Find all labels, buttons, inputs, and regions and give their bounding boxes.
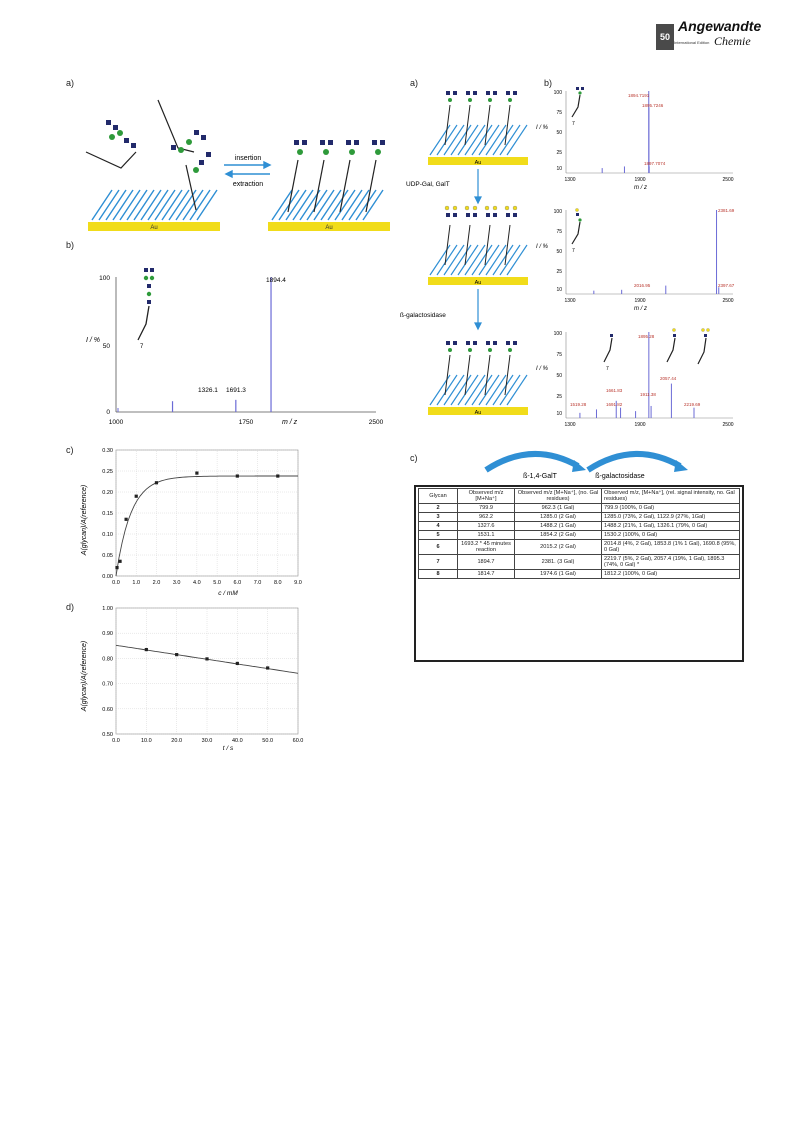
ms-xlabel: m / z xyxy=(282,419,298,426)
x-tick-label: 0.0 xyxy=(112,738,120,744)
fit-curve xyxy=(116,476,298,576)
spec1-ylabel: I / % xyxy=(536,125,549,131)
step1-label: UDP-Gal, GalT xyxy=(406,181,450,188)
x-tick-label: 9.0 xyxy=(294,580,302,586)
x-tick-label: 30.0 xyxy=(201,738,213,744)
decay-chart-plot xyxy=(102,606,303,744)
table-cell: 1488.2 (1 Gal) xyxy=(515,522,602,531)
right-panel-b-label: b) xyxy=(544,78,553,88)
data-point xyxy=(276,474,279,477)
table-cell: 1488.2 (21%, 1 Gal), 1326.1 (79%, 0 Gal) xyxy=(602,522,740,531)
table-cell: 2015.2 (2 Gal) xyxy=(515,540,602,555)
ms-ytick: 0 xyxy=(106,409,110,416)
ms-peak-label: 1894.4 xyxy=(266,277,286,284)
left-panel-b-label: b) xyxy=(66,240,75,250)
table-cell: 2381. (3 Gal) xyxy=(515,555,602,570)
table-cell: 1530.2 (100%, 0 Gal) xyxy=(602,531,740,540)
spec3-xtick: 1900 xyxy=(634,422,646,428)
x-tick-label: 5.0 xyxy=(213,580,221,586)
spec1-xlabel: m / z xyxy=(634,185,647,191)
table-cell: 2219.7 (5%, 2 Gal), 2057.4 (19%, 1 Gal), 1895.3 (74%, 0 Gal) * xyxy=(602,555,740,570)
data-point xyxy=(236,474,239,477)
spec3-ytick: 75 xyxy=(556,352,562,358)
table-cell: 6 xyxy=(419,540,458,555)
x-tick-label: 2.0 xyxy=(152,580,161,586)
spec2-ytick: 75 xyxy=(556,229,562,235)
glycan-symbols-right xyxy=(294,140,385,155)
flow-arrow-2 xyxy=(475,289,481,329)
table-cell: 1693.2 * 45 minutes reaction xyxy=(458,540,515,555)
journal-edition: International Edition xyxy=(674,40,710,45)
spec1-xtick: 1900 xyxy=(634,177,646,183)
table-cell: 2 xyxy=(419,504,458,513)
spec2-peak-label: 2381.69 xyxy=(718,208,735,213)
spec2-peak-label: 2016.95 xyxy=(634,283,651,288)
table-cell: 5 xyxy=(419,531,458,540)
au-label-left: Au xyxy=(150,225,158,231)
binding-ylabel: A(glycan)/A(reference) xyxy=(81,484,88,556)
ms-xtick: 2500 xyxy=(368,419,384,426)
spec3-ytick: 25 xyxy=(556,394,562,400)
table-cell: 1327.6 xyxy=(458,522,515,531)
decay-ylabel: A(glycan)/A(reference) xyxy=(81,640,88,712)
y-tick-label: 0.05 xyxy=(102,553,113,559)
ms-spectrum-2 xyxy=(536,200,748,312)
spec3-ytick: 10 xyxy=(556,411,562,417)
data-point xyxy=(195,472,198,475)
spec2-compound: 7 xyxy=(572,248,575,254)
left-panel-d-label: d) xyxy=(66,602,75,612)
y-tick-label: 0.20 xyxy=(102,490,113,496)
table-row xyxy=(419,513,740,522)
left-panel-a-diagram xyxy=(66,90,396,240)
spec3-peak-label: 1911.38 xyxy=(640,392,656,397)
spec1-ytick: 50 xyxy=(556,130,562,136)
data-point xyxy=(205,657,208,660)
ms-compound-number: 7 xyxy=(140,344,144,350)
x-tick-label: 60.0 xyxy=(292,738,304,744)
extraction-label: extraction xyxy=(232,181,264,188)
table-row xyxy=(419,540,740,555)
spec1-compound: 7 xyxy=(572,121,575,127)
spec2-structure xyxy=(572,208,582,244)
x-tick-label: 3.0 xyxy=(172,580,181,586)
spec3-xtick: 1300 xyxy=(564,422,576,428)
x-tick-label: 20.0 xyxy=(171,738,183,744)
x-tick-label: 0.0 xyxy=(112,580,120,586)
table-cell: 962.2 xyxy=(458,513,515,522)
data-point xyxy=(115,566,118,569)
spec1-peak-label: 1897.7074 xyxy=(644,161,666,166)
au-label: Au xyxy=(474,160,482,166)
y-tick-label: 0.15 xyxy=(102,511,113,517)
spec2-xtick: 2500 xyxy=(722,298,734,304)
table-cell: 2014.8 (4%, 2 Gal), 1853.8 (1% 1 Gal), 1690.8 (95%, 0 Gal) xyxy=(602,540,740,555)
spec2-ytick: 50 xyxy=(556,249,562,255)
au-label: Au xyxy=(474,280,482,286)
y-tick-label: 0.70 xyxy=(102,681,113,688)
table-row xyxy=(419,504,740,513)
binding-xlabel: c / mM xyxy=(218,590,238,597)
enzyme1-label: ß-1,4-GalT xyxy=(523,473,557,480)
table-header: Observed m/z [M+Na⁺], (no. Gal residues) xyxy=(515,489,602,504)
sam-stack-2 xyxy=(428,206,528,286)
spec1-xtick: 2500 xyxy=(722,177,734,183)
table-cell: 1894.7 xyxy=(458,555,515,570)
spec2-xtick: 1300 xyxy=(564,298,576,304)
data-point xyxy=(118,560,121,563)
spec3-xtick: 2500 xyxy=(722,422,734,428)
spec2-ytick: 100 xyxy=(553,209,562,215)
left-binding-chart xyxy=(76,440,316,600)
table-row xyxy=(419,570,740,579)
table-row xyxy=(419,531,740,540)
spec1-peak-label: 1894.7191 xyxy=(628,93,650,98)
spec2-ytick: 25 xyxy=(556,269,562,275)
sam-chains-left xyxy=(92,190,217,220)
data-point xyxy=(155,481,158,484)
sam-stack-3 xyxy=(428,341,528,416)
spec1-ytick: 10 xyxy=(556,166,562,172)
ms-spectrum-1 xyxy=(536,85,748,195)
binding-chart-plot xyxy=(102,448,302,586)
y-tick-label: 1.00 xyxy=(102,606,113,612)
spec3-compound: 7 xyxy=(606,366,609,372)
right-panel-a-label: a) xyxy=(410,78,419,88)
spec2-xtick: 1900 xyxy=(634,298,646,304)
table-cell: 799.9 xyxy=(458,504,515,513)
table-header: Observed m/z, [M+Na⁺], (rel. signal intensity, no. Gal residues) xyxy=(602,489,740,504)
table-cell: 3 xyxy=(419,513,458,522)
ms-compound-structure xyxy=(138,268,154,340)
x-tick-label: 10.0 xyxy=(140,738,152,744)
data-point xyxy=(175,653,178,656)
ms-xtick: 1000 xyxy=(108,419,124,426)
table-cell: 7 xyxy=(419,555,458,570)
enzyme-arrows xyxy=(470,444,710,488)
spec3-ytick: 50 xyxy=(556,373,562,379)
spec3-ylabel: I / % xyxy=(536,366,549,372)
spec1-structure xyxy=(572,87,584,117)
journal-badge: 50 xyxy=(656,24,674,50)
x-tick-label: 7.0 xyxy=(253,580,262,586)
ms-spectrum-3 xyxy=(536,320,748,430)
y-tick-label: 0.80 xyxy=(102,656,113,663)
left-ms-chart xyxy=(66,252,396,432)
spec3-peak-label: 2057.44 xyxy=(660,376,677,381)
x-tick-label: 50.0 xyxy=(262,738,274,744)
left-panel-c-label: c) xyxy=(66,445,74,455)
data-point xyxy=(145,648,148,651)
spec3-peak-label: 1661.83 xyxy=(606,388,623,393)
ms-peak-label: 1326.1 xyxy=(198,387,218,394)
table-cell: 4 xyxy=(419,522,458,531)
spectrum-3-peaks xyxy=(580,332,694,418)
spec2-ylabel: I / % xyxy=(536,244,549,250)
spec1-ytick: 75 xyxy=(556,110,562,116)
ms-ytick: 100 xyxy=(99,275,110,282)
sam-chains-right xyxy=(272,190,383,220)
x-tick-label: 6.0 xyxy=(233,580,242,586)
table-cell: 1814.7 xyxy=(458,570,515,579)
enzyme2-label: ß-galactosidase xyxy=(595,473,645,480)
journal-subtitle: Chemie xyxy=(714,34,751,48)
y-tick-label: 0.90 xyxy=(102,631,113,638)
y-tick-label: 0.25 xyxy=(102,469,113,475)
spectrum-2-peaks xyxy=(594,210,719,294)
spec3-structures xyxy=(604,328,710,364)
x-tick-label: 4.0 xyxy=(193,580,201,586)
data-point xyxy=(266,666,269,669)
right-panel-a-diagram xyxy=(400,85,540,425)
table-cell: 8 xyxy=(419,570,458,579)
left-decay-chart xyxy=(76,598,316,758)
x-tick-label: 8.0 xyxy=(273,580,282,586)
ms-ylabel: I / % xyxy=(86,337,101,344)
spec3-ytick: 100 xyxy=(553,331,562,337)
spec1-xtick: 1300 xyxy=(564,177,576,183)
flow-arrow-1 xyxy=(475,169,481,203)
ms-peak-label: 1691.3 xyxy=(226,387,246,394)
spec2-peak-label: 2397.67 xyxy=(718,283,735,288)
spec3-peak-label: 2219.69 xyxy=(684,402,701,407)
x-tick-label: 1.0 xyxy=(132,580,141,586)
spec3-peak-label: 1691.82 xyxy=(606,402,623,407)
y-tick-label: 0.60 xyxy=(102,706,113,713)
sam-stack-1 xyxy=(428,91,528,166)
y-tick-label: 0.50 xyxy=(102,732,113,738)
journal-logo xyxy=(656,18,776,52)
ms-xtick: 1750 xyxy=(238,419,254,426)
galactosylation-table xyxy=(418,488,740,579)
decay-xlabel: t / s xyxy=(222,745,234,752)
table-row xyxy=(419,522,740,531)
left-panel-a-label: a) xyxy=(66,78,75,88)
spec1-ytick: 25 xyxy=(556,150,562,156)
data-point xyxy=(135,495,138,498)
spec3-peak-label: 1519.28 xyxy=(570,402,587,407)
table-header: Observed m/z [M+Na⁺] xyxy=(458,489,515,504)
y-tick-label: 0.00 xyxy=(102,574,113,580)
ms-ytick: 50 xyxy=(102,343,110,350)
spec2-ytick: 10 xyxy=(556,287,562,293)
table-cell: 1531.1 xyxy=(458,531,515,540)
spec1-peak-label: 1895.7246 xyxy=(642,103,664,108)
right-panel-c-label: c) xyxy=(410,453,418,463)
table-cell: 1974.6 (1 Gal) xyxy=(515,570,602,579)
table-cell: 1812.2 (100%, 0 Gal) xyxy=(602,570,740,579)
step2-label: ß-galactosidase xyxy=(400,312,446,319)
table-cell: 962.3 (1 Gal) xyxy=(515,504,602,513)
y-tick-label: 0.30 xyxy=(102,448,113,454)
table-cell: 1285.0 (2 Gal) xyxy=(515,513,602,522)
data-point xyxy=(125,518,128,521)
spec3-peak-label: 1895.28 xyxy=(638,334,655,339)
table-cell: 799.9 (100%, 0 Gal) xyxy=(602,504,740,513)
au-label-right: Au xyxy=(325,225,333,231)
table-header-row xyxy=(419,489,740,504)
table-cell: 1285.0 (73%, 2 Gal), 1122.9 (27%, 1Gal) xyxy=(602,513,740,522)
journal-title: Angewandte xyxy=(678,18,762,34)
spec1-ytick: 100 xyxy=(553,90,562,96)
y-tick-label: 0.10 xyxy=(102,532,113,538)
exchange-arrows xyxy=(224,162,270,177)
data-point xyxy=(236,662,239,665)
insertion-label: insertion xyxy=(234,155,262,162)
spec2-xlabel: m / z xyxy=(634,306,647,312)
x-tick-label: 40.0 xyxy=(231,738,243,744)
au-label: Au xyxy=(474,410,482,416)
glycan-symbols-left xyxy=(106,120,211,173)
table-row xyxy=(419,555,740,570)
table-header: Glycan xyxy=(419,489,458,504)
table-cell: 1854.2 (2 Gal) xyxy=(515,531,602,540)
